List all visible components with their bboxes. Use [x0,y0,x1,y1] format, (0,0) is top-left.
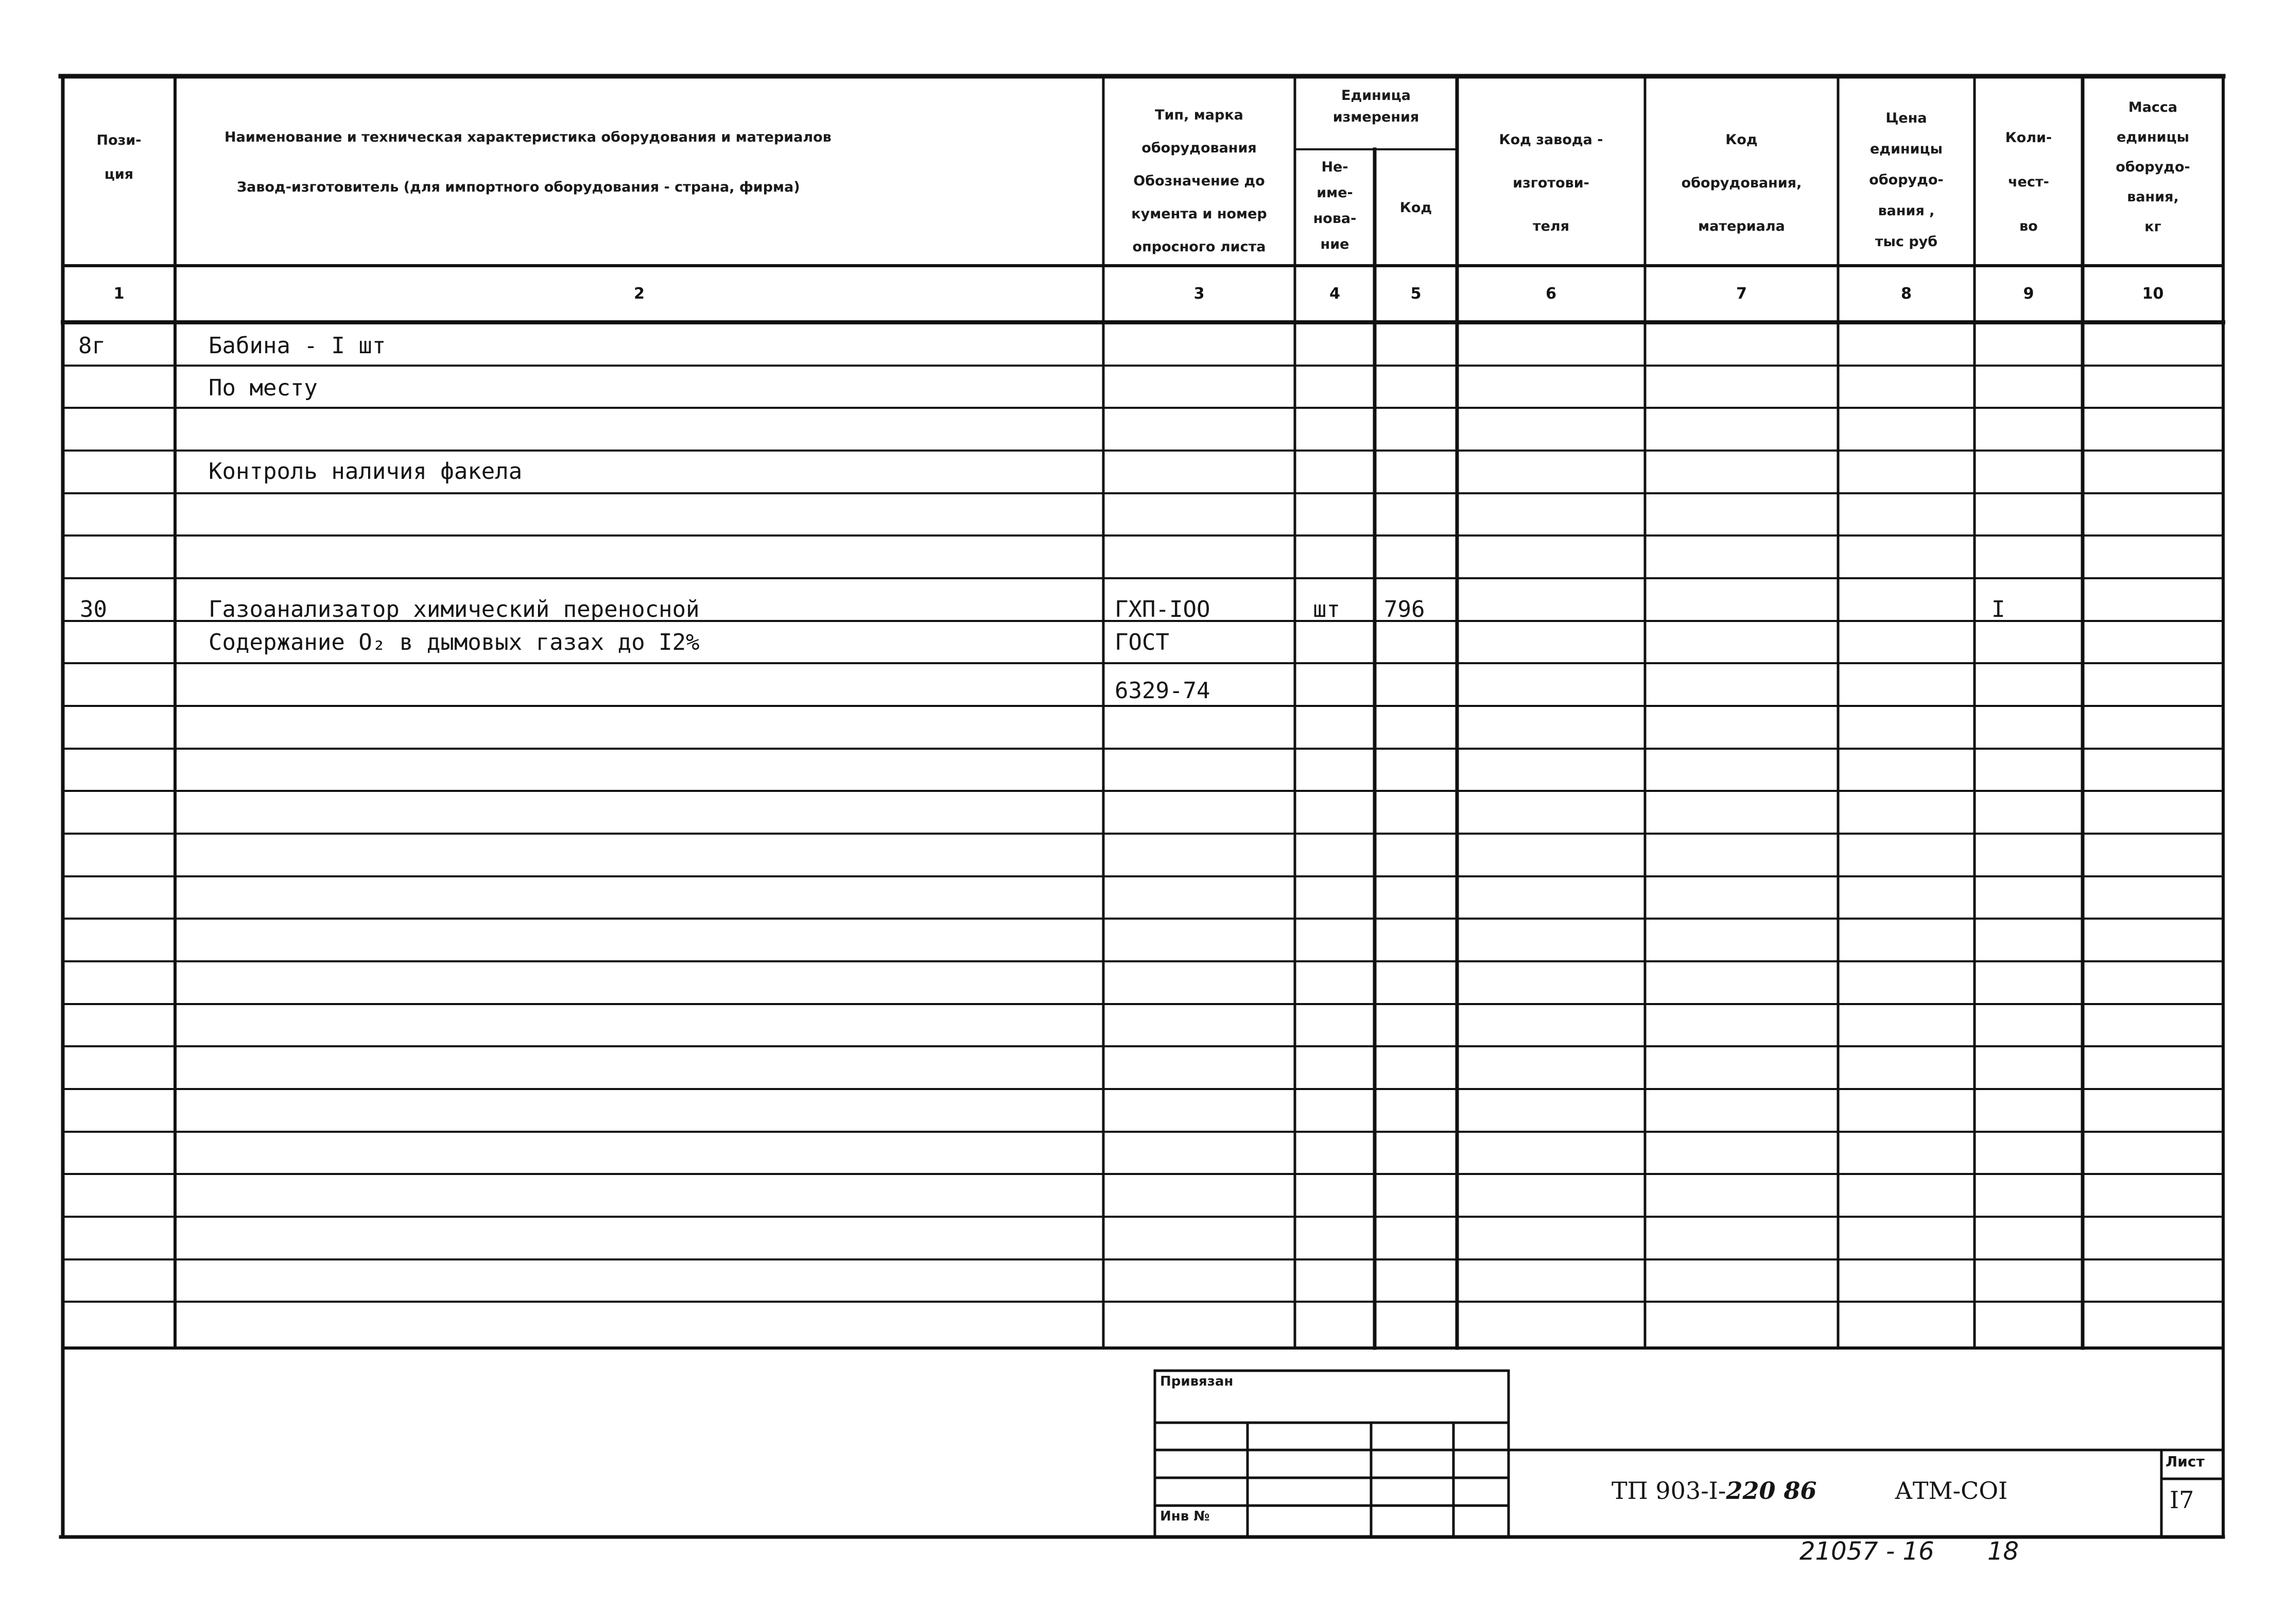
document-code-prefix: ТП 903-I- [1612,1477,1726,1505]
column-number-9: 9 [2023,285,2034,303]
column-number-10: 10 [2142,285,2164,303]
table-row-name: По месту [209,375,318,401]
header-unit-code: Код [1399,200,1432,216]
table-row-name: Газоанализатор химический переносной [209,596,700,623]
table-row-quantity: I [1991,596,2005,623]
header-position: Пози- ция [96,132,142,182]
header-mass: Масса единицы оборудо- вания, кг [2116,99,2190,235]
column-number-1: 1 [113,285,125,303]
header-unit-name: Не- име- нова- ние [1313,159,1357,252]
page-number: 18 [1987,1537,2019,1566]
document-code-number: 220 86 [1726,1477,1817,1505]
header-name-line1: Наименование и техническая характеристика оборудования и материалов [224,129,832,145]
stamp-inventory-label: Инв № [1160,1509,1210,1524]
sheet-label: Лист [2166,1453,2205,1470]
stamp-linked-label: Привязан [1160,1374,1234,1389]
table-row-type: 6329-74 [1115,678,1210,704]
header-equipment-code: Код оборудования, материала [1681,132,1802,234]
table-row-position: 8г [78,333,106,359]
table-row-unit-name: шт [1313,596,1340,623]
column-number-8: 8 [1901,285,1912,303]
header-unit-price: Цена единицы оборудо- вания , тыс руб [1869,110,1944,250]
table-row-type: ГХП-IОО [1115,596,1210,623]
header-name-line2: Завод-изготовитель (для импортного оборудования - страна, фирма) [237,179,800,195]
table-row-name: Бабина - I шт [209,333,386,359]
table-row-type: ГОСТ [1115,629,1169,655]
table-row-name: Содержание O₂ в дымовых газах до I2% [209,629,700,655]
column-number-2: 2 [634,285,645,303]
column-number-6: 6 [1546,285,1556,303]
table-row-unit-code: 796 [1384,596,1425,623]
document-code [1612,1477,1817,1505]
table-row-position: 30 [80,596,107,623]
table-row-name: Контроль наличия факела [209,458,523,485]
header-factory-code: Код завода - изготови- теля [1499,132,1603,234]
header-quantity: Коли- чест- во [2005,130,2052,234]
document-mark: АТМ-СОI [1895,1477,2008,1505]
column-number-3: 3 [1193,285,1205,303]
header-type: Тип, марка оборудования Обозначение до кумента и номер опросного листа [1131,107,1267,255]
archive-number: 21057 - 16 [1799,1537,1934,1566]
column-number-4: 4 [1329,285,1340,303]
sheet-number: I7 [2170,1486,2194,1514]
column-number-7: 7 [1736,285,1747,303]
header-unit-group: Единица измерения [1332,88,1419,125]
column-number-5: 5 [1410,285,1422,303]
